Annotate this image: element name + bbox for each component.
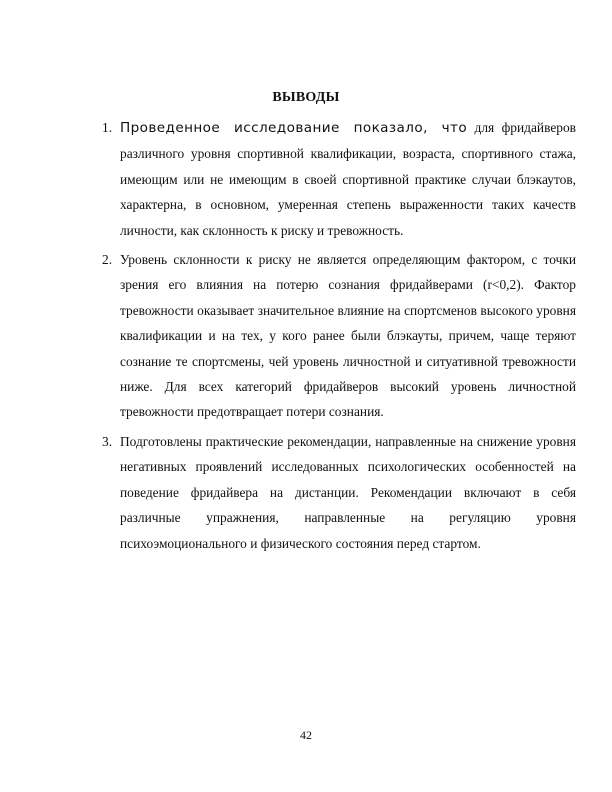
conclusion-number: 1.	[102, 120, 113, 135]
conclusion-number: 3.	[102, 433, 113, 449]
conclusions-list	[90, 115, 576, 560]
conclusion-item-3	[90, 429, 576, 556]
conclusion-number: 2.	[102, 252, 113, 268]
conclusion-item-1	[90, 115, 576, 243]
conclusion-text	[120, 115, 576, 243]
page-number: 42	[300, 728, 312, 742]
conclusion-lead-text: Проведенное исследование показало, что	[120, 120, 468, 136]
conclusion-item-2	[90, 247, 576, 425]
conclusion-body-text: для фридайверов различного уровня спортивной квалификации, возраста, спортивного стажа, имеющим или не имеющим в своей спортивной практике случаи блэкаутов, характерна, в основном, умеренная степень выраженности таких качеств личности, как склонность к риску и тревожность.	[120, 120, 576, 238]
conclusion-text: Уровень склонности к риску не является определяющим фактором, с точки зрения его влияния на потерю сознания фридайверами (r<0,2). Фактор тревожности оказывает значительное влияние на спортсменов высокого уровня квалификации и на тех, у кого ранее были блэкауты, причем, чаще теряют сознание те спортсмены, чей уровень личностной и ситуативной тревожности ниже. Для всех категорий фридайверов высокий уровень личностной тревожности предотвращает потери сознания.	[120, 252, 576, 420]
conclusion-text: Подготовлены практические рекомендации, направленные на снижение уровня негативных проявлений исследованных психологических особенностей на поведение фридайвера на дистанции. Рекомендации включают в себя различные упражнения, направленные на регуляцию уровня психоэмоционального и физического состояния перед стартом.	[120, 433, 576, 551]
page-title: ВЫВОДЫ	[272, 90, 340, 105]
